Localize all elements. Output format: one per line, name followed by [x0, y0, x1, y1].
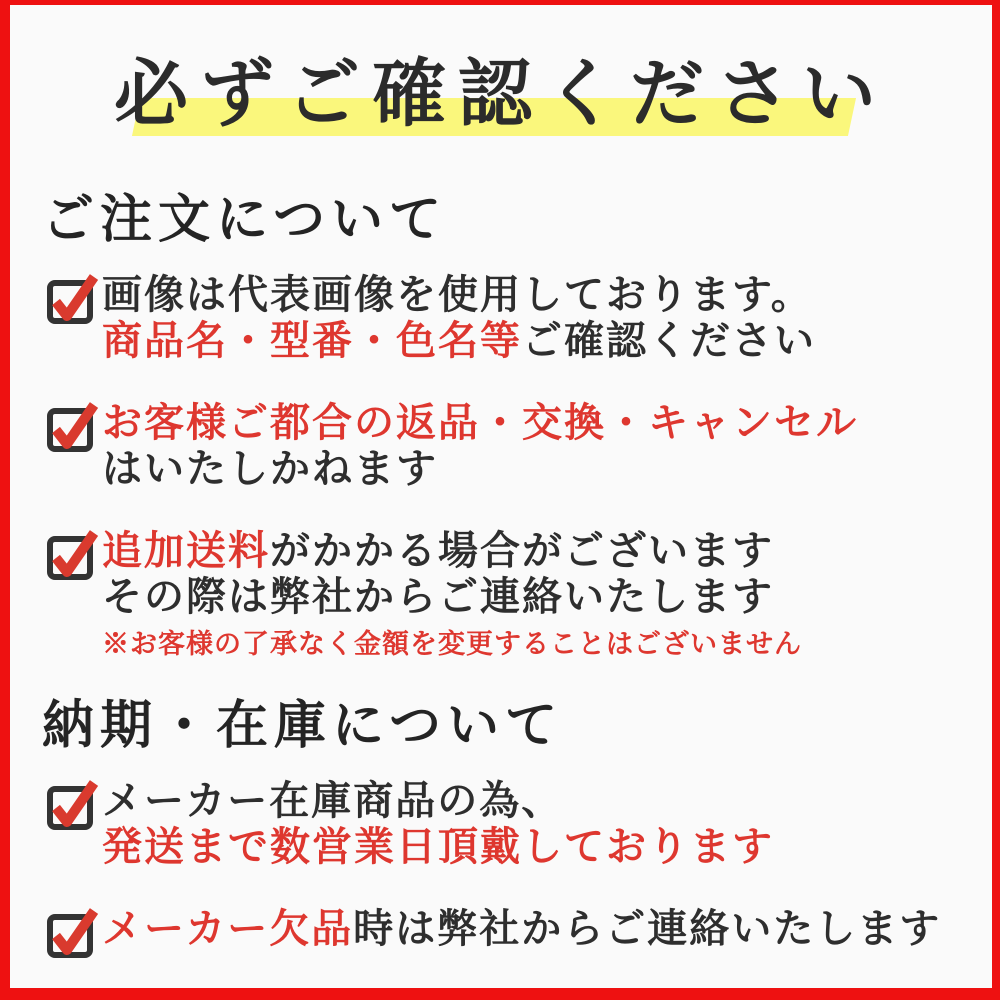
- item-text-emphasis: メーカー欠品: [102, 905, 354, 952]
- section-order: [40, 190, 962, 660]
- list-item-representative-image: [46, 272, 962, 364]
- item-text: メーカー在庫商品の為、: [102, 777, 564, 824]
- item-text-emphasis: 商品名・型番・色名等: [102, 317, 522, 364]
- title-banner: [40, 47, 962, 142]
- item-text-emphasis: お客様ご都合の返品・交換・キャンセル: [102, 399, 858, 446]
- item-text-block: [102, 778, 962, 870]
- item-text: 画像は代表画像を使用しております。: [102, 271, 813, 318]
- item-text: 時は弊社からご連絡いたします: [353, 905, 942, 952]
- item-line: [102, 318, 962, 364]
- item-text-block: [102, 400, 962, 492]
- item-line: [102, 906, 962, 952]
- item-text-emphasis: 発送まで数営業日頂戴しております: [102, 823, 774, 870]
- section-order-heading: ご注文について: [42, 189, 447, 250]
- notice-content: [10, 47, 992, 1000]
- list-item-extra-shipping: [46, 528, 962, 660]
- item-text-block: [102, 528, 962, 660]
- item-line: [102, 446, 962, 492]
- list-item-returns: [46, 400, 962, 492]
- page-title: 必ずご確認ください: [114, 51, 888, 137]
- item-note: ※お客様の了承なく金額を変更することはございません: [102, 629, 802, 660]
- checkbox-checked-icon: [46, 400, 102, 452]
- item-text-block: [102, 272, 962, 364]
- item-text: ご確認ください: [522, 317, 816, 364]
- checkbox-checked-icon: [46, 272, 102, 324]
- checkbox-checked-icon: [46, 778, 102, 830]
- item-text: その際は弊社からご連絡いたします: [102, 573, 774, 620]
- item-text: はいたしかねます: [102, 445, 438, 492]
- item-line: [102, 778, 962, 824]
- item-text-emphasis: 追加送料: [102, 527, 270, 574]
- item-line: [102, 824, 962, 870]
- list-item-maker-shortage: [46, 906, 962, 958]
- checkbox-checked-icon: [46, 528, 102, 580]
- section-delivery-stock-heading: 納期・在庫について: [42, 695, 563, 756]
- list-item-maker-stock: [46, 778, 962, 870]
- item-line: [102, 574, 962, 620]
- item-text: がかかる場合がございます: [270, 527, 774, 574]
- checkbox-checked-icon: [46, 906, 102, 958]
- item-line: [102, 400, 962, 446]
- section-delivery-stock: [40, 696, 962, 958]
- item-line: [102, 272, 962, 318]
- item-line: [102, 528, 962, 574]
- item-text-block: [102, 906, 962, 952]
